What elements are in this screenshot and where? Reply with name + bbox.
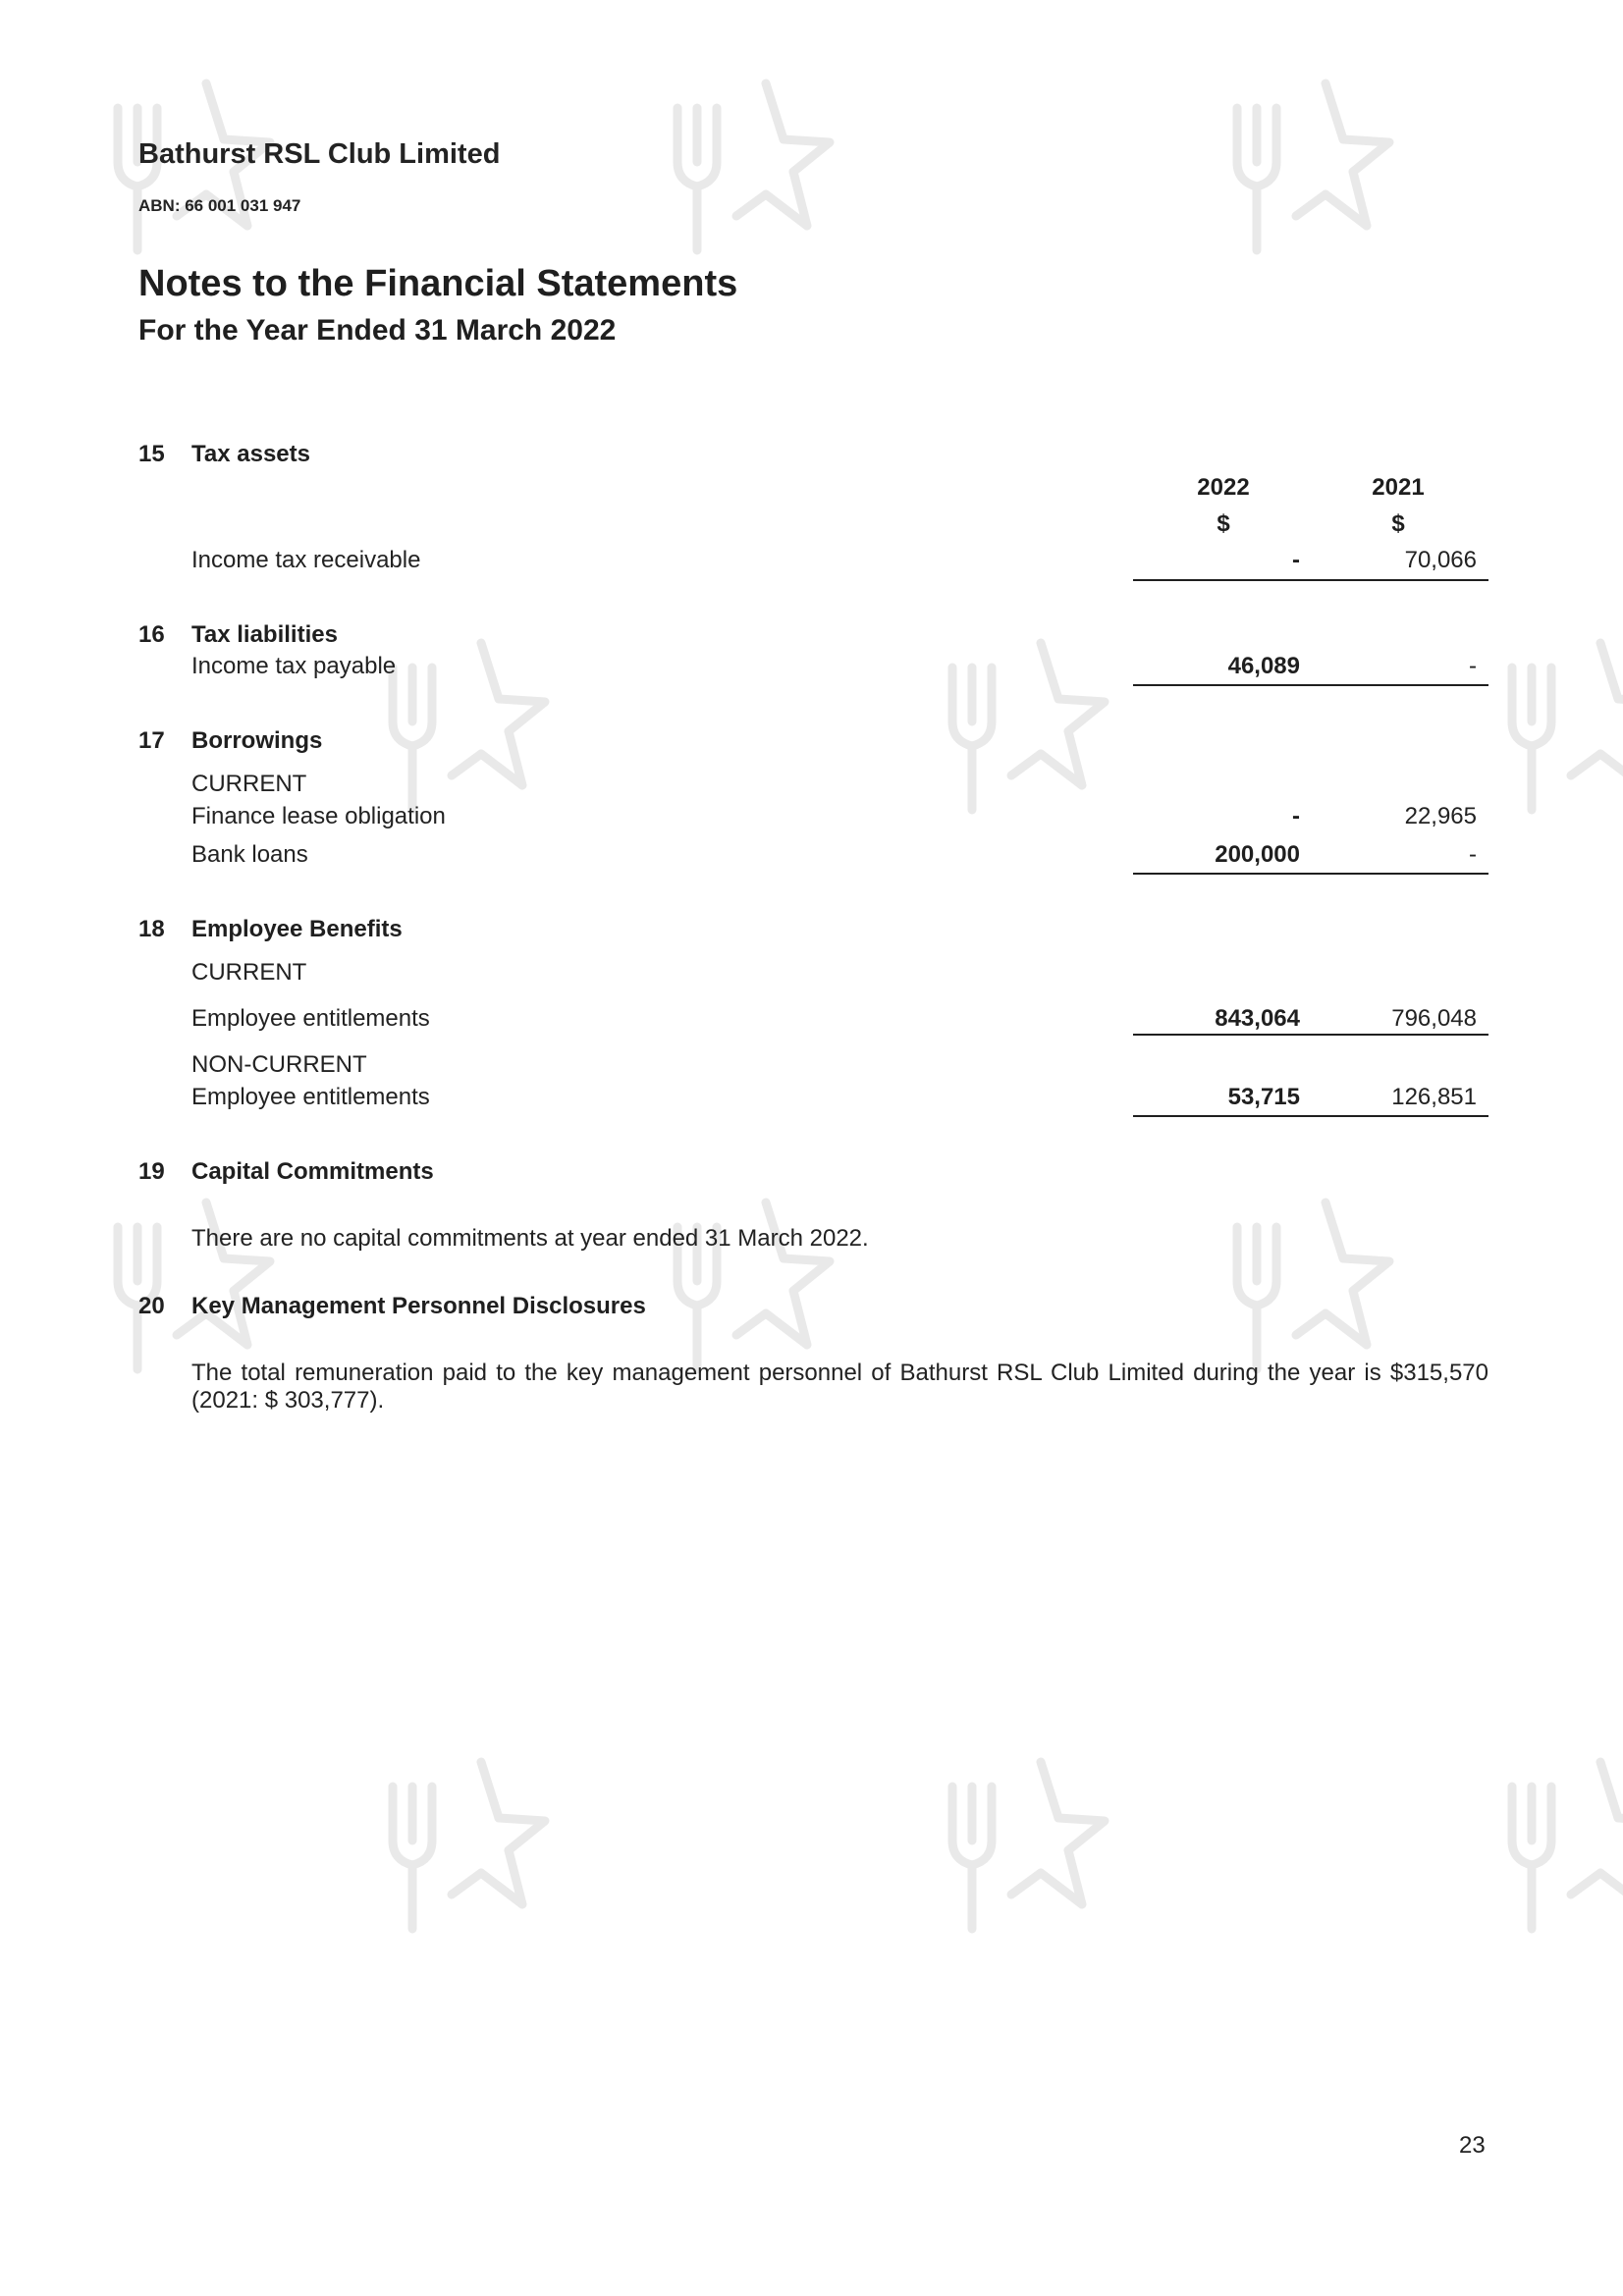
value-2021: -: [1469, 841, 1477, 868]
value-2022: 53,715: [1227, 1084, 1300, 1110]
note-heading-16: Tax liabilities: [191, 621, 338, 648]
page-title: Notes to the Financial Statements: [138, 263, 738, 304]
section-subheading: CURRENT: [191, 959, 307, 986]
column-unit-2021: $: [1391, 510, 1405, 537]
row-label: Bank loans: [191, 841, 308, 868]
total-rule: [1133, 1034, 1488, 1036]
row-label: Income tax payable: [191, 653, 397, 679]
column-header-2022: 2022: [1197, 474, 1250, 501]
note-heading-20: Key Management Personnel Disclosures: [191, 1293, 646, 1319]
note-number-17: 17: [138, 727, 165, 754]
column-header-2021: 2021: [1372, 474, 1425, 501]
note-text-19: There are no capital commitments at year ended 31 March 2022.: [191, 1225, 869, 1252]
column-unit-2022: $: [1217, 510, 1230, 537]
note-number-19: 19: [138, 1158, 165, 1185]
note-number-20: 20: [138, 1293, 165, 1319]
value-2021: 22,965: [1404, 803, 1477, 829]
note-number-15: 15: [138, 441, 165, 467]
page-number: 23: [1459, 2132, 1486, 2159]
row-label: Employee entitlements: [191, 1005, 430, 1032]
note-text-20: The total remuneration paid to the key management personnel of Bathurst RSL Club Limited during the year is $315,570 (2021: $ 303,777).: [191, 1360, 1488, 1414]
value-2022: 843,064: [1215, 1005, 1300, 1032]
page-subtitle: For the Year Ended 31 March 2022: [138, 314, 617, 347]
total-rule: [1133, 873, 1488, 875]
value-2021: 126,851: [1391, 1084, 1477, 1110]
section-subheading: CURRENT: [191, 771, 307, 797]
value-2021: 70,066: [1404, 547, 1477, 573]
total-rule: [1133, 1115, 1488, 1117]
total-rule: [1133, 684, 1488, 686]
value-2021: 796,048: [1391, 1005, 1477, 1032]
note-number-16: 16: [138, 621, 165, 648]
section-subheading: NON-CURRENT: [191, 1051, 367, 1078]
value-2022: 200,000: [1215, 841, 1300, 868]
total-rule: [1133, 579, 1488, 581]
value-2022: -: [1292, 547, 1300, 573]
row-label: Finance lease obligation: [191, 803, 446, 829]
note-heading-18: Employee Benefits: [191, 916, 403, 942]
abn-number: ABN: 66 001 031 947: [138, 196, 301, 215]
company-name: Bathurst RSL Club Limited: [138, 138, 501, 170]
note-heading-17: Borrowings: [191, 727, 323, 754]
value-2022: 46,089: [1227, 653, 1300, 679]
note-number-18: 18: [138, 916, 165, 942]
row-label: Employee entitlements: [191, 1084, 430, 1110]
note-heading-15: Tax assets: [191, 441, 310, 467]
value-2021: -: [1469, 653, 1477, 679]
row-label: Income tax receivable: [191, 547, 421, 573]
note-heading-19: Capital Commitments: [191, 1158, 434, 1185]
value-2022: -: [1292, 803, 1300, 829]
